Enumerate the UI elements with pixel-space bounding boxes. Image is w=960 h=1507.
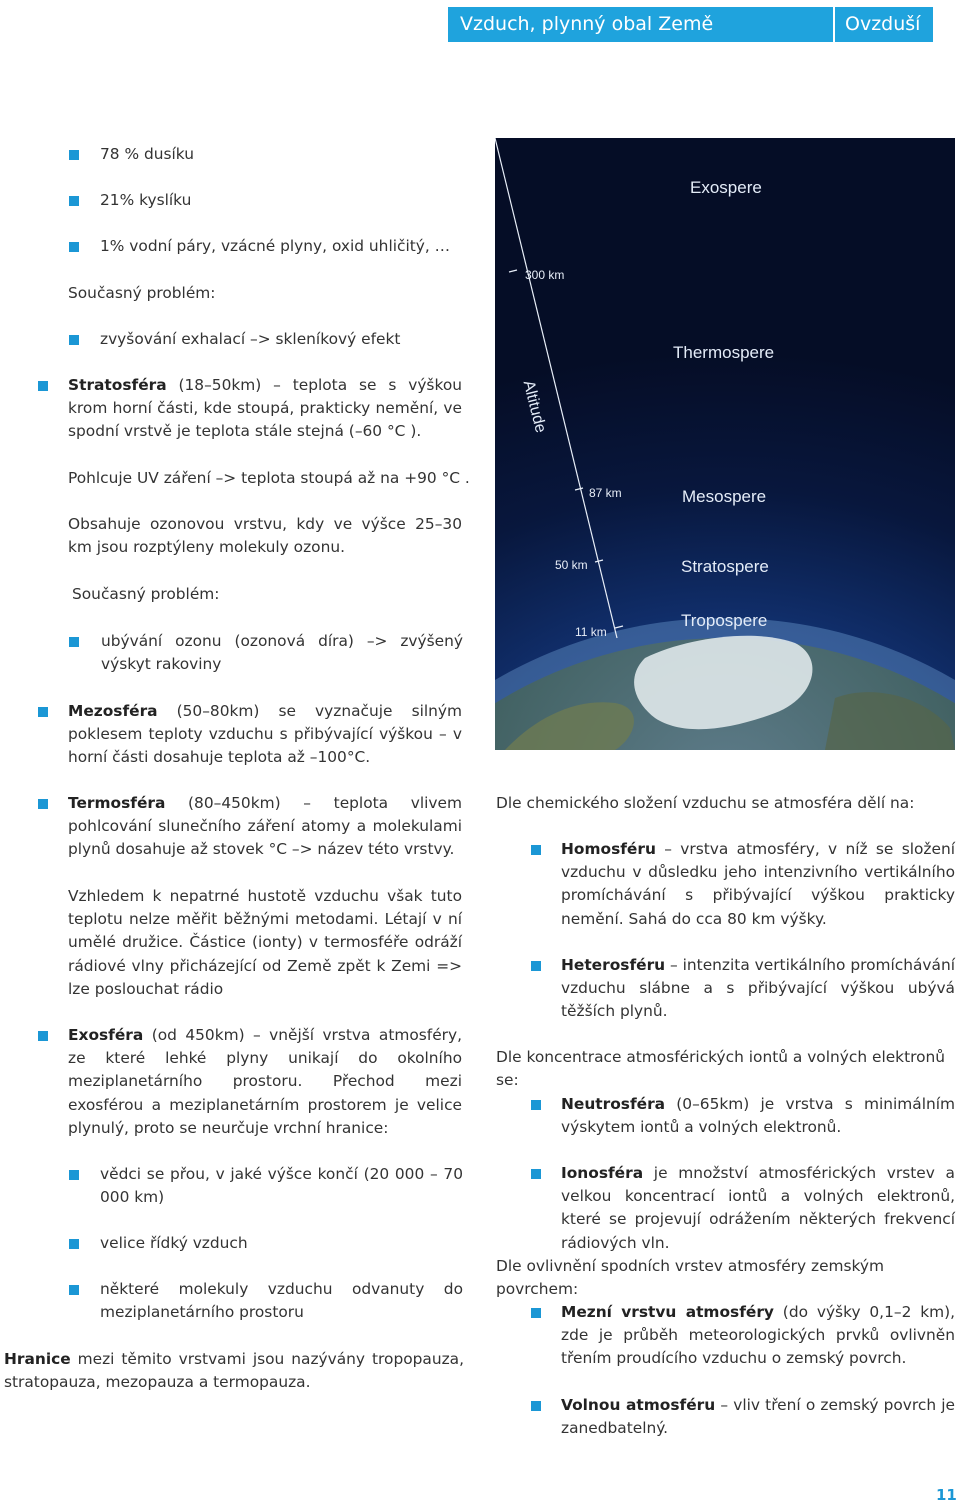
bullet-icon [531,1169,541,1179]
bullet-icon [531,1100,541,1110]
bullet-icon [69,242,79,252]
ionosphere-paragraph [561,1162,955,1255]
bullet-icon [38,799,48,809]
bullet-icon [38,381,48,391]
composition-item: 78 % dusíku [100,145,195,163]
bullet-icon [69,637,79,647]
problem-label: Současný problém: [68,284,216,302]
stratosphere-paragraph [68,374,462,444]
thermosphere-desc: (80–450km) – teplota vlivem pohlcování slunečního záření atomy a molekulami plynů dosahuje až stovek °C –> název této vrstvy. [68,794,462,859]
bullet-icon [69,196,79,206]
stratosphere-uv: Pohlcuje UV záření –> teplota stoupá až na +90 °C . [68,469,470,487]
composition-item: 21% kyslíku [100,191,192,209]
homosphere-paragraph [561,838,955,931]
free-atmosphere-desc: – vliv tření o zemský povrch je zanedbatelný. [561,1396,955,1438]
altitude-axis-label: Altitude [519,378,550,435]
thermosphere-label: Thermospere [673,343,775,362]
bullet-icon [69,1285,79,1295]
boundaries-desc: mezi těmito vrstvami jsou nazývány tropopauza, stratopauza, mezopauza a termopauza. [4,1350,464,1392]
mesosphere-desc: (50–80km) se vyznačuje silným poklesem teploty vzduchu s přibývající výškou – v horní části dosahuje teplota až –100°C. [68,702,462,767]
boundaries-paragraph [4,1348,464,1394]
bullet-icon [38,707,48,717]
bullet-icon [531,961,541,971]
neutrosphere-term: Neutrosféra [561,1095,666,1113]
header-title: Vzduch, plynný obal Země (atmosféra) I [448,7,833,42]
homosphere-desc: – vrstva atmosféry, v níž se složení vzduchu v důsledku jeho intenzivního vertikálního promíchávání s přibývající výškou prakticky nemění. Sahá do cca 80 km výšky. [561,840,955,928]
exosphere-desc: (od 450km) – vnější vrstva atmosféry, ze které lehké plyny unikají do okolního meziplanetárního prostoru. Přechod mezi exosférou a meziplanetárním prostorem je velice plynulý, proto se neurčuje vrchní hranice: [68,1026,462,1137]
troposphere-label: Tropospere [681,611,768,630]
free-atmosphere-paragraph [561,1394,955,1440]
bullet-icon [531,1401,541,1411]
altitude-tick-label: 11 km [575,625,607,639]
boundary-layer-term: Mezní vrstvu atmosféry [561,1303,774,1321]
earth-illustration [495,138,955,750]
thermosphere-paragraph [68,792,462,862]
problem-item: zvyšování exhalací –> skleníkový efekt [100,330,401,348]
boundary-layer-desc: (do výšky 0,1–2 km), zde je průběh meteorologických prvků ovlivněn třením proudícího vzduchu o zemský povrch. [561,1303,956,1368]
exosphere-item: vědci se přou, v jaké výšce končí (20 000 – 70 000 km) [100,1165,463,1207]
thermosphere-note: Vzhledem k nepatrné hustotě vzduchu však tuto teplotu nelze měřit běžnými metodami. Létají v ní umělé družice. Částice (ionty) v termosféře odráží rádiové vlny přicházející od Země zpět k Zemi => lze poslouchat rádio [68,887,462,998]
chemical-intro: Dle chemického složení vzduchu se atmosféra dělí na: [496,794,915,812]
heterosphere-paragraph [561,954,955,1024]
mesosphere-term: Mezosféra [68,702,158,720]
atmosphere-layers-figure [495,138,955,750]
exosphere-item: některé molekuly vzduchu odvanuty do meziplanetárního prostoru [100,1280,463,1322]
header-bar [448,7,933,70]
header-section: Ovzduší [835,7,933,42]
boundary-layer-paragraph [561,1301,955,1371]
neutrosphere-desc: (0–65km) je vrstva s minimálním výskytem iontů a volných elektronů. [561,1095,955,1137]
exosphere-label: Exospere [690,178,762,197]
composition-item: 1% vodní páry, vzácné plyny, oxid uhličitý, … [100,237,451,255]
bullet-icon [69,1170,79,1180]
surface-intro: Dle ovlivnění spodních vrstev atmosféry zemským povrchem: [496,1257,885,1299]
ionosphere-desc: je množství atmosférických vrstev a velkou koncentrací iontů a volných elektronů, které se projevují odrážením některých frekvencí rádiových vln. [561,1164,955,1252]
stratosphere-term: Stratosféra [68,376,167,394]
stratosphere-desc: (18–50km) – teplota se s výškou krom horní části, kde stoupá, prakticky nemění, ve spodní vrstvě je teplota stále stejná (–60 °C ). [68,376,462,441]
homosphere-term: Homosféru [561,840,656,858]
exosphere-item: velice řídký vzduch [100,1234,248,1252]
problem-label: Současný problém: [72,585,220,603]
ionosphere-term: Ionosféra [561,1164,644,1182]
bullet-icon [38,1031,48,1041]
boundaries-term: Hranice [4,1350,71,1368]
bullet-icon [69,335,79,345]
bullet-icon [531,845,541,855]
free-atmosphere-term: Volnou atmosféru [561,1396,716,1414]
stratosphere-label: Stratospere [681,557,769,576]
problem-item: ubývání ozonu (ozonová díra) –> zvýšený výskyt rakoviny [101,632,463,674]
ion-intro: Dle koncentrace atmosférických iontů a volných elektronů se: [496,1048,946,1090]
heterosphere-desc: – intenzita vertikálního promíchávání vzduchu slábne a s přibývající výškou ubývá těžších plynů. [561,956,955,1021]
altitude-tick-label: 87 km [589,486,622,500]
page-number: 11 [936,1486,957,1504]
stratosphere-ozone: Obsahuje ozonovou vrstvu, kdy ve výšce 25–30 km jsou rozptýleny molekuly ozonu. [68,515,462,557]
bullet-icon [69,1239,79,1249]
exosphere-term: Exosféra [68,1026,144,1044]
bullet-icon [69,150,79,160]
heterosphere-term: Heterosféru [561,956,666,974]
mesosphere-label: Mesospere [682,487,767,506]
altitude-tick-label: 300 km [525,268,565,282]
neutrosphere-paragraph [561,1093,955,1139]
exosphere-paragraph [68,1024,462,1140]
bullet-icon [531,1308,541,1318]
thermosphere-term: Termosféra [68,794,166,812]
mesosphere-paragraph [68,700,462,770]
altitude-tick-label: 50 km [555,558,588,572]
